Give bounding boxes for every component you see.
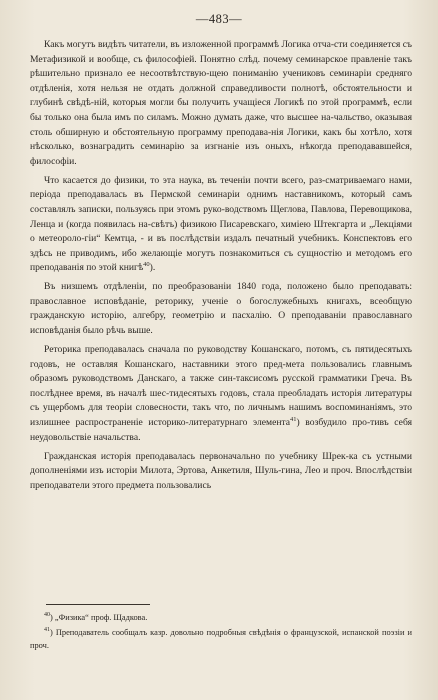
footnotes: [30, 611, 412, 654]
footnote-number: 41: [44, 627, 50, 634]
footnote-ref-40: 40: [143, 261, 150, 269]
footnote-ref-41: 41: [290, 415, 297, 423]
paragraph-lower-department: Въ низшемъ отдѣленіи, по преобразованіи 1840 года, положено было преподавать: православное исповѣданіе, реторику, ученіе о богослужебныхъ книгахъ, всеобщую гражданскую исторію, алгебру, геометрію и пасхалію. О преподаваніи православнаго исповѣданія было рѣчь выше.: [30, 281, 412, 337]
paragraph-rhetoric-tail: ) возбудило про-тивъ себя неудовольствіе начальства.: [30, 417, 412, 443]
page-number: —483—: [195, 12, 243, 26]
paragraph-history: Гражданская исторія преподавалась первоначально по учебнику Шрек-ка съ устными дополненіями изъ исторіи Милота, Эртова, Анкетиля, Шуль-гина, Лео и проч. Впослѣдствіи преподаватели этого предмета пользовались: [30, 450, 412, 491]
footnote-41: [30, 626, 412, 652]
paragraph-rhetoric-text: Реторика преподавалась сначала по руководству Кошанскаго, потомъ, съ пятидесятыхъ годовъ, не оставляя Кошанскаго, наставники этого пред-мета пользовались главнымъ образомъ руководствомъ Данскаго, а также син-таксисомъ русской грамматики Греча. Въ послѣднее время, въ началѣ шес-тидесятыхъ годовъ, стала преобладать исторія литературы съ ущербомъ для теоріи словесности, такъ что, по личнымъ нашимъ воспоминаніямъ, это излишнее распространеніе историко-литературнаго элемента: [30, 344, 412, 429]
paragraph-physics-text: Что касается до физики, то эта наука, въ теченіи почти всего, раз-сматриваемаго нами, періода преподавалась въ Пермской семинаріи однимъ наставникомъ, который самъ составлялъ записки, пользуясь при этомъ руко-водствомъ Щеглова, Павлова, Перевощикова, Ленца и (когда появилась на-свѣтъ) физикою Писаревскаго, химіею Штекгарта и „Лекціями о метеороло-гіи“ Кемтца, - и въ послѣдствіи издалъ печатный учебникъ. Конспектовъ его здѣсь не приводимъ, ибо желающіе могутъ познакомиться съ сущностію и методомъ его преподаванія по этой книгѣ: [30, 174, 412, 274]
paragraph-logic: Какъ могутъ видѣть читатели, въ изложенной программѣ Логика отча-сти соединяется съ Метафизикой и вообще, съ философіей. Понятно слѣд. почему семинарское правленіе такъ рѣшительно признало ее несоотвѣтствую-щею пониманію учениковъ семинаріи средняго отдѣленія, хотя нельзя не отдать должной справедливости полнотѣ, обстоятельности и глубинѣ свѣдѣ-ній, которыя могли бы получить учащіеся Логикѣ по этой программѣ, если бы только она была имъ по силамъ. Можно думать даже, что высшее на-чальство, оказывая столь обширную и обстоятельную программу преподава-нія Логики, какъ бы хотѣло, хотя нѣсколько, вознаградить семинарію за изгнаніе изъ оныхъ, нѣкогда преподававшейся, философіи.: [30, 39, 412, 167]
footnote-text: ) „Физика“ проф. Щадкова.: [50, 613, 148, 622]
paragraph-rhetoric: [30, 343, 412, 445]
paragraph-physics: [30, 174, 412, 276]
body-text: [30, 38, 412, 498]
footnote-number: 40: [44, 612, 50, 619]
footnote-divider: [46, 604, 150, 605]
footnote-40: [30, 611, 412, 624]
footnote-text: ) Преподаватель сообщалъ казр. довольно подробныя свѣдѣнія о французской, испанской поэзіи и проч.: [30, 628, 412, 650]
paragraph-physics-tail: ).: [149, 262, 156, 274]
